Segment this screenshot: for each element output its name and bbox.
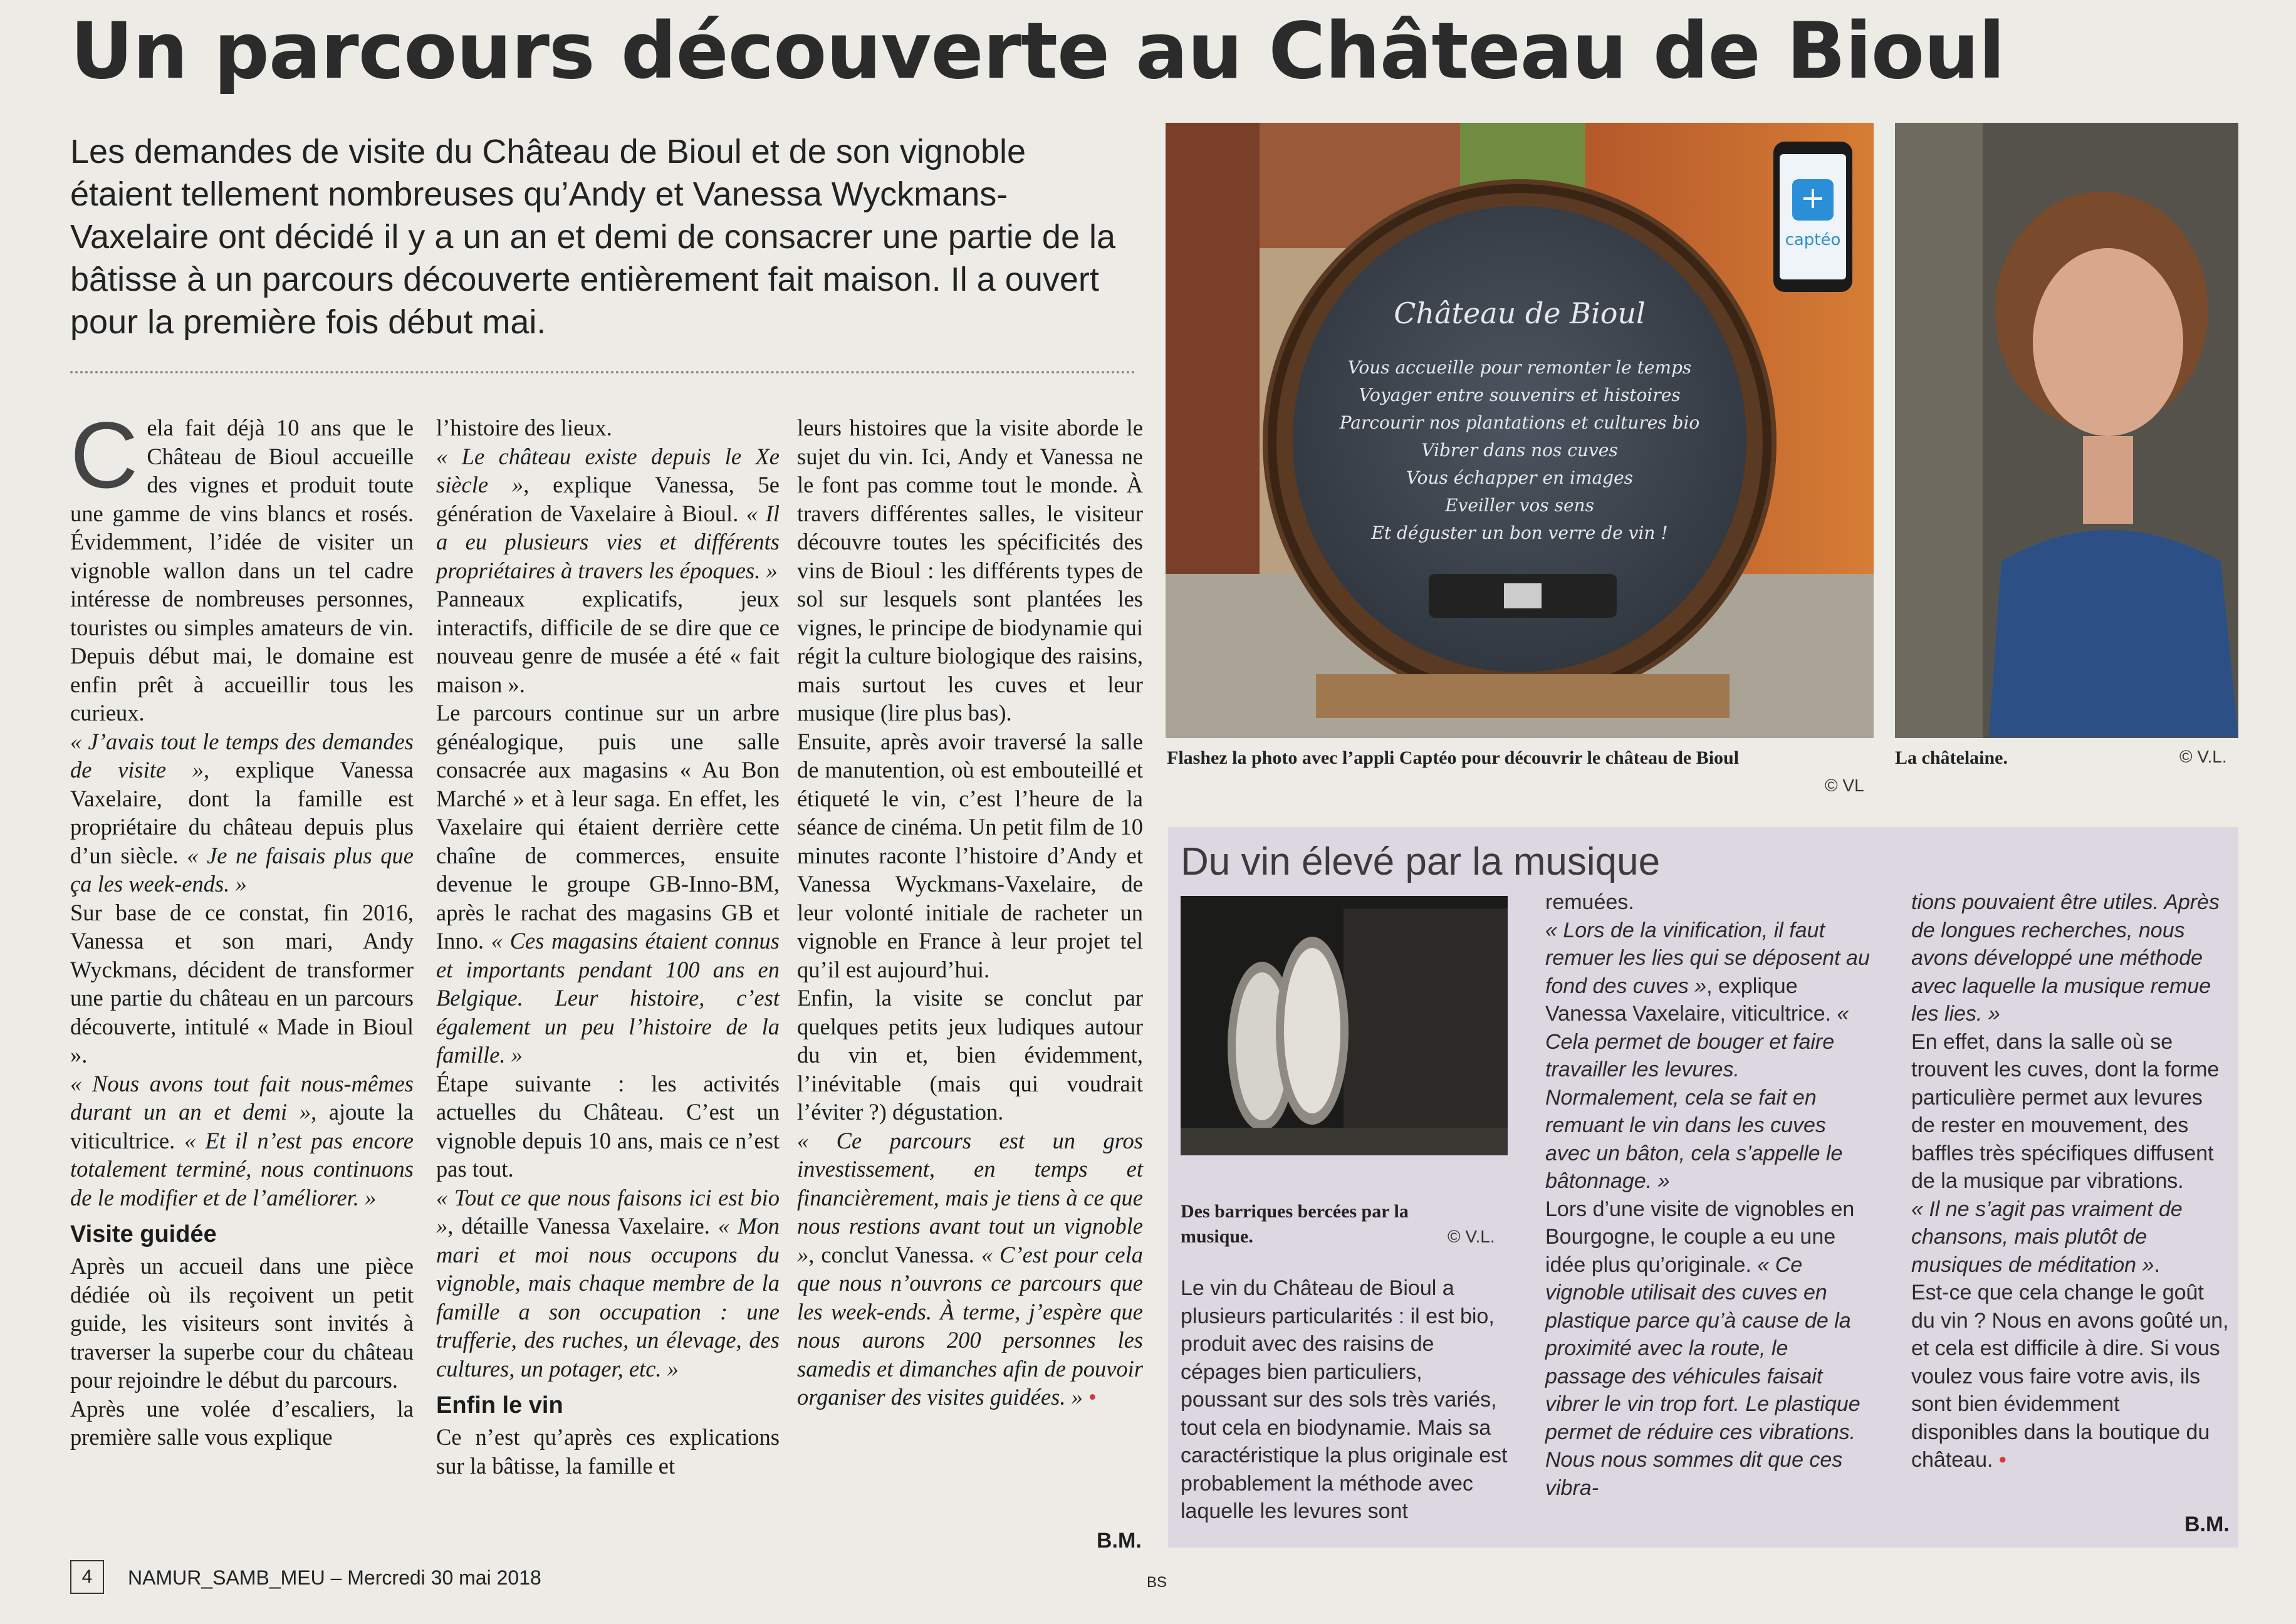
barriques-illustration [1181, 896, 1508, 1155]
barrel-text-line: Château de Bioul [1394, 296, 1646, 330]
text: Après un accueil dans une pièce dédiée où ils reçoivent un petit guide, les visiteurs sont invités à traverser la superbe cour du château pour rejoindre le début du parcours. [70, 1253, 414, 1393]
quote: « J’avais tout le temps des demandes de visite » [70, 728, 414, 783]
quote: « Le château existe depuis le Xe siècle » [436, 443, 780, 497]
text: Ce n’est qu’après ces explications sur la bâtisse, la famille et [436, 1424, 780, 1479]
print-code: BS [1147, 1574, 1167, 1591]
portrait-illustration [1895, 123, 2238, 738]
article-column-1 [70, 402, 414, 1452]
text: Étape suivante : les activités actuelles du Château. C’est un vignoble depuis 10 ans, mais ce n’est pas tout. [436, 1070, 780, 1182]
lead-paragraph: Les demandes de visite du Château de Bioul et de son vignoble étaient tellement nombreuses qu’Andy et Vanessa Wyckmans-Vaxelaire ont décidé il y a un an et demi de consacrer une partie de la bâtisse à un parcours découverte entièrement fait maison. Il a ouvert pour la première fois début mai. [70, 133, 1116, 341]
text: , explique Vanessa, 5e génération de Vaxelaire à Bioul. [436, 472, 780, 526]
subheading-visite: Visite guidée [70, 1221, 217, 1247]
quote: « Tout ce que nous faisons ici est bio » [436, 1184, 780, 1239]
text: Sur base de ce constat, fin 2016, Vanessa et son mari, Andy Wyckmans, décident de transformer une partie du château en un parcours découverte, intitulé « Made in Bioul ». [70, 899, 414, 1068]
article-column-2 [436, 414, 780, 1480]
quote: « Je ne faisais plus que ça les week-ends. » [70, 842, 414, 897]
photo-chatelaine-credit: © V.L. [2179, 747, 2227, 766]
phone-app-label: captéo [1785, 231, 1841, 249]
text: , explique Vanessa Vaxelaire, viticultrice. [1545, 974, 1837, 1026]
quote: tions pouvaient être utiles. Après de longues recherches, nous avons développé une méthode avec laquelle la musique remue les lies. » [1911, 890, 2220, 1026]
photo-chatelaine-caption: La châtelaine. [1895, 747, 2008, 768]
subheading-vin: Enfin le vin [436, 1392, 563, 1418]
signature: B.M. [1097, 1529, 1142, 1553]
quote: « Ces magasins étaient connus et importants pendant 100 ans en Belgique. Leur histoire, c’est également un peu l’histoire de la famille. » [436, 928, 780, 1068]
text: remuées. [1545, 890, 1634, 914]
text: Lors d’une visite de vignobles en Bourgogne, le couple a eu une idée plus qu’originale. [1545, 1197, 1855, 1277]
quote: « Mon mari et moi nous occupons du vignoble, mais chaque membre de la famille a son occupation : une trufferie, des ruches, un élevage, des cultures, un potager, etc. » [436, 1213, 780, 1382]
barrel-text-line: Vibrer dans nos cuves [1421, 440, 1618, 461]
photo-barriques-caption: Des barriques bercées par la musique. [1181, 1201, 1409, 1247]
text: , détaille Vanessa Vaxelaire. [447, 1213, 718, 1239]
photo-barrel-credit: © VL [1825, 776, 1864, 795]
text: Le parcours continue sur un arbre généalogique, puis une salle consacrée aux magasins « Au Bon Marché » et à leur saga. En effet, les Vaxelaire qui étaient derrière cette chaîne de commerces, ensuite devenue le groupe GB-Inno-BM, après le rachat des magasins GB et Inno. [436, 700, 780, 954]
photo-barriques [1181, 896, 1508, 1155]
text: leurs histoires que la visite aborde le sujet du vin. Ici, Andy et Vanessa ne le font pas comme tout le monde. À travers différentes salles, le visiteur découvre toutes les spécificités des vins de Bioul : les différents types de sol sur lesquels sont plantées les vignes, le principe de biodynamie qui régit la culture biologique des raisins, mais surtout les cuves et leur musique (lire plus bas). [797, 415, 1143, 726]
plus-icon: + [1800, 180, 1826, 216]
quote: « Ce vignoble utilisait des cuves en plastique parce qu’à cause de la proximité avec la route, le passage des véhicules faisait vibrer le vin trop fort. Le plastique permet de réduire ces vibrations. Nous nous sommes dit que ces vibra- [1545, 1252, 1860, 1500]
quote: « Nous avons tout fait nous-mêmes durant un an et demi » [70, 1070, 414, 1125]
text: Panneaux explicatifs, jeux interactifs, difficile de se dire que ce nouveau genre de musée a été « fait maison ». [436, 586, 780, 697]
barrel-text-line: Voyager entre souvenirs et histoires [1359, 385, 1681, 405]
barrel-text-line: Eveiller vos sens [1445, 495, 1594, 516]
text: Enfin, la visite se conclut par quelques petits jeux ludiques autour du vin et, bien évidemment, l’inévitable (mais qui voudrait l’éviter ?) dégustation. [797, 985, 1143, 1125]
text: , explique Vanessa Vaxelaire, dont la famille est propriétaire du château depuis plus d’un siècle. [70, 757, 414, 868]
quote: « Il ne s’agit pas vraiment de chansons, mais plutôt de musiques de méditation » [1911, 1197, 2183, 1277]
text: Est-ce que cela change le goût du vin ? Nous en avons goûté un, et cela est difficile à dire. Si vous voulez vous faire votre avis, ils sont bien évidemment disponibles dans la boutique du château. [1911, 1281, 2229, 1472]
text: , conclut Vanessa. [808, 1241, 981, 1267]
sidebar-title: Du vin élevé par la musique [1181, 840, 1661, 883]
text: Le vin du Château de Bioul a plusieurs particularités : il est bio, produit avec des raisins de cépages bien particuliers, poussant sur des sols très variés, tout cela en biodynamie. Mais sa caractéristique la plus originale est probablement la méthode avec laquelle les levures sont [1181, 1276, 1508, 1523]
headline: Un parcours découverte au Château de Bioul [70, 6, 2005, 96]
sidebar-column-3 [1911, 888, 2231, 1474]
text: Ensuite, après avoir traversé la salle de manutention, où est embouteillé et étiqueté le vin, c’est l’heure de la séance de cinéma. Un petit film de 10 minutes raconte l’histoire d’Andy et Vanessa Wyckmans-Vaxelaire, de leur volonté initiale de racheter un vignoble en France à leur projet tel qu’il est aujourd’hui. [797, 728, 1143, 982]
text: ela fait déjà 10 ans que le Château de Bioul accueille des vignes et produit toute une gamme de vins blancs et rosés. Évidemment, l’idée de visiter un vignoble wallon dans un tel cadre intéresse de nombreuses personnes, touristes ou simples amateurs de vin. Depuis début mai, le domaine est enfin prêt à accueillir tous les curieux. [70, 415, 414, 726]
sidebar-column-2 [1545, 888, 1871, 1502]
edition-line: NAMUR_SAMB_MEU – Mercredi 30 mai 2018 [128, 1566, 541, 1589]
barrel-illustration [1166, 123, 1874, 738]
quote: « Lors de la vinification, il faut remuer les lies qui se déposent au fond des cuves » [1545, 918, 1870, 998]
quote: « C’est pour cela que nous n’ouvrons ce parcours que les week-ends. À terme, j’espère que nous aurons 200 personnes les samedis et dimanches afin de pouvoir organiser des visites guidées. » [797, 1241, 1143, 1410]
quote: « Il a eu plusieurs vies et différents propriétaires à travers les époques. » [436, 500, 780, 583]
text: Après une volée d’escaliers, la première salle vous explique [70, 1395, 414, 1450]
divider-dotted [70, 371, 1135, 373]
barrel-text-line: Vous échapper en images [1406, 467, 1634, 488]
barrel-text-line: Et déguster un bon verre de vin ! [1371, 523, 1668, 543]
quote: « Et il n’est pas encore totalement terminé, nous continuons de le modifier et de l’améliorer. » [70, 1127, 414, 1210]
quote: « Ce parcours est un gros investissement, en temps et financièrement, mais je tiens à ce que nous restions avant tout un vignoble » [797, 1127, 1143, 1267]
dropcap: C [70, 402, 138, 508]
photo-barrel [1166, 123, 1874, 738]
barrel-text-line: Parcourir nos plantations et cultures bio [1339, 412, 1700, 433]
quote: « Cela permet de bouger et faire travailler les levures. Normalement, cela se fait en remuant le vin dans les cuves avec un bâton, cela s’appelle le bâtonnage. » [1545, 1002, 1849, 1193]
end-bullet: • [1998, 1448, 2006, 1472]
article-column-3 [797, 414, 1143, 1412]
text: En effet, dans la salle où se trouvent les cuves, dont la forme particulière permet aux levures de rester en mouvement, des baffles très spécifiques diffusent de la musique par vibrations. [1911, 1029, 2220, 1193]
text: . [2154, 1252, 2160, 1277]
photo-chatelaine [1895, 123, 2238, 738]
end-bullet: • [1088, 1384, 1097, 1410]
barrel-text-line: Vous accueille pour remonter le temps [1347, 357, 1692, 378]
text: l’histoire des lieux. [436, 415, 612, 440]
text: , ajoute la viticultrice. [70, 1099, 414, 1153]
sidebar-signature: B.M. [2184, 1512, 2230, 1536]
photo-barrel-caption: Flashez la photo avec l’appli Captéo pour découvrir le château de Bioul [1167, 747, 1740, 768]
sidebar-column-1 [1181, 1274, 1508, 1526]
page-number: 4 [70, 1560, 104, 1594]
photo-barriques-credit: © V.L. [1448, 1227, 1495, 1246]
